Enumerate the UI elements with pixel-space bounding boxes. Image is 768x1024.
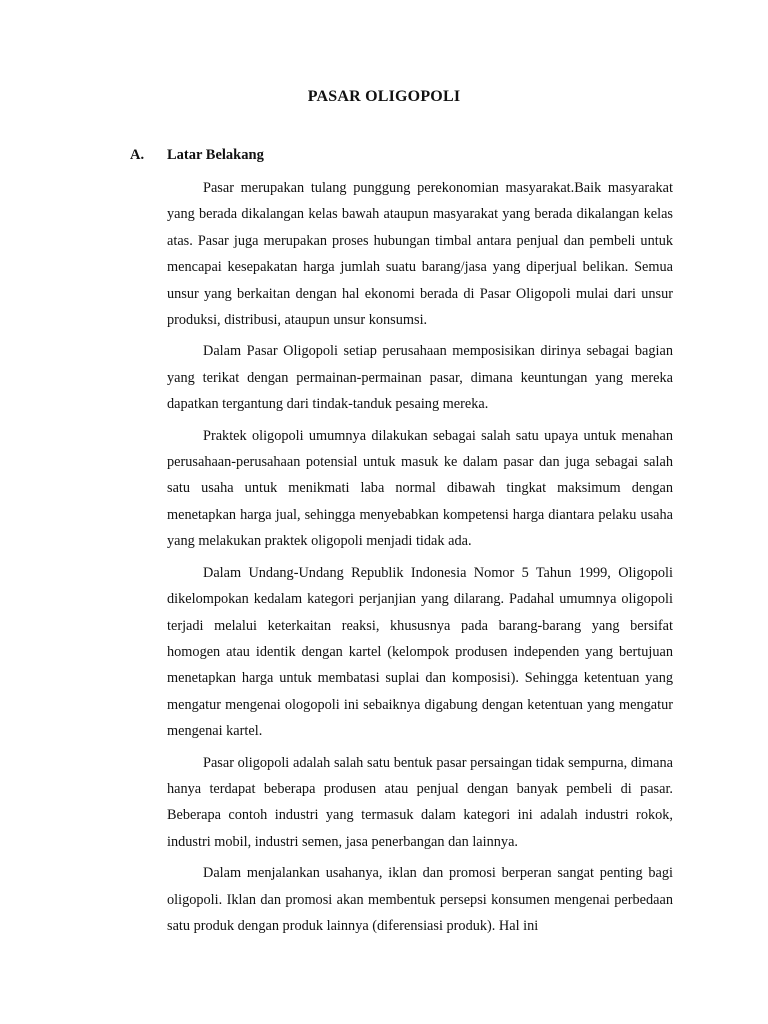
section-number: A. <box>130 147 145 163</box>
section-heading <box>130 147 264 164</box>
page-title: PASAR OLIGOPOLI <box>307 88 461 105</box>
paragraph: Dalam Undang-Undang Republik Indonesia Nomor 5 Tahun 1999, Oligopoli dikelompokan kedalam kategori perjanjian yang dilarang. Padahal umumnya oligopoli terjadi melalui keterkaitan reaksi, khususnya pada barang-barang yang bersifat homogen atau identik dengan kartel (kelompok produsen independen yang bertujuan menetapkan harga untuk membatasi suplai dan komposisi). Sehingga ketentuan yang mengatur mengenai ologopoli ini sebaiknya digabung dengan ketentuan yang mengatur mengenai kartel. <box>167 564 673 740</box>
paragraph: Dalam menjalankan usahanya, iklan dan promosi berperan sangat penting bagi oligopoli. Iklan dan promosi akan membentuk persepsi konsumen mengenai perbedaan satu produk dengan produk lainnya (diferensiasi produk). Hal ini <box>167 865 673 934</box>
paragraph: Dalam Pasar Oligopoli setiap perusahaan memposisikan dirinya sebagai bagian yang terikat dengan permainan-permainan pasar, dimana keuntungan yang mereka dapatkan tergantung dari tindak-tanduk pesaing mereka. <box>167 343 673 413</box>
section-title: Latar Belakang <box>167 147 264 163</box>
paragraph: Pasar oligopoli adalah salah satu bentuk pasar persaingan tidak sempurna, dimana hanya terdapat beberapa produsen atau penjual dengan banyak pembeli di pasar. Beberapa contoh industri yang termasuk dalam kategori ini adalah industri rokok, industri mobil, industri semen, jasa penerbangan dan lainnya. <box>167 754 673 850</box>
body-text <box>167 175 673 944</box>
paragraph: Pasar merupakan tulang punggung perekonomian masyarakat.Baik masyarakat yang berada dikalangan kelas bawah ataupun masyarakat yang berada dikalangan kelas atas. Pasar juga merupakan proses hubungan timbal antara penjual dan pembeli untuk mencapai kesepakatan harga jumlah suatu barang/jasa yang diperjual belikan. Semua unsur yang berkaitan dengan hal ekonomi berada di Pasar Oligopoli mulai dari unsur produksi, distribusi, ataupun unsur konsumsi. <box>167 180 673 329</box>
paragraph: Praktek oligopoli umumnya dilakukan sebagai salah satu upaya untuk menahan perusahaan-perusahaan potensial untuk masuk ke dalam pasar dan juga sebagai salah satu usaha untuk menikmati laba normal dibawah tingkat maksimum dengan menetapkan harga jual, sehingga menyebabkan kompetensi harga diantara pelaku usaha yang melakukan praktek oligopoli menjadi tidak ada. <box>167 427 673 550</box>
